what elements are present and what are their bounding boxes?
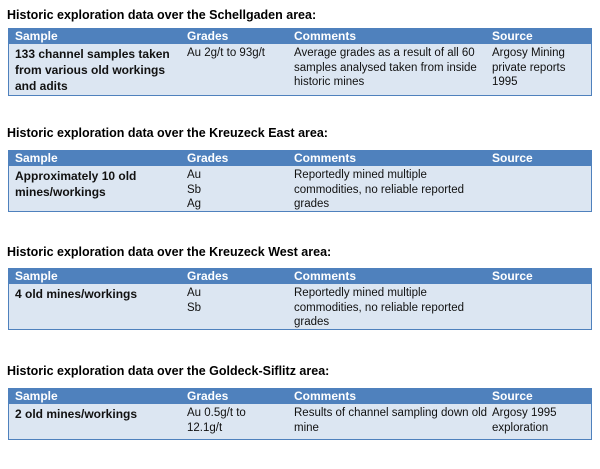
section-heading: Historic exploration data over the Kreuzeck West area: <box>7 245 332 259</box>
comments-cell: Results of channel sampling down old mine <box>294 407 488 434</box>
sample-cell: 133 channel samples taken from various old workings and adits <box>15 47 170 93</box>
source-cell <box>492 166 588 168</box>
grade-value: Au 2g/t to 93g/t <box>187 47 266 59</box>
table-header <box>9 29 591 44</box>
column-header-comments: Comments <box>294 151 357 165</box>
comments-cell: Reportedly mined multiple commodities, no reliable reported grades <box>294 287 465 328</box>
table-row <box>9 166 591 211</box>
column-header-comments: Comments <box>294 269 357 283</box>
data-table <box>8 388 592 440</box>
section-heading: Historic exploration data over the Kreuzeck East area: <box>7 126 328 140</box>
table-header <box>9 269 591 284</box>
grade-value: Sb <box>187 183 202 196</box>
column-header-sample: Sample <box>15 389 58 403</box>
column-header-comments: Comments <box>294 29 357 43</box>
table-header <box>9 151 591 166</box>
grades-cell <box>187 166 287 212</box>
column-header-source: Source <box>492 269 533 283</box>
source-cell: Argosy Mining private reports 1995 <box>492 47 566 88</box>
sample-cell: 4 old mines/workings <box>15 287 138 301</box>
column-header-source: Source <box>492 389 533 403</box>
comments-cell: Average grades as a result of all 60 samples analysed taken from inside historic mines <box>294 47 477 88</box>
column-header-sample: Sample <box>15 29 58 43</box>
column-header-grades: Grades <box>187 29 229 43</box>
section-heading: Historic exploration data over the Goldeck-Siflitz area: <box>7 364 330 378</box>
column-header-source: Source <box>492 29 533 43</box>
table-row <box>9 44 591 95</box>
grade-value: Ag <box>187 198 202 210</box>
grades-cell <box>187 404 282 435</box>
column-header-grades: Grades <box>187 151 229 165</box>
sample-cell: 2 old mines/workings <box>15 407 138 421</box>
source-cell <box>492 284 588 286</box>
grades-cell <box>187 44 287 61</box>
column-header-comments: Comments <box>294 389 357 403</box>
column-header-source: Source <box>492 151 533 165</box>
table-row <box>9 284 591 329</box>
grade-value: Au <box>187 287 202 299</box>
grades-cell <box>187 284 287 315</box>
column-header-grades: Grades <box>187 269 229 283</box>
table-row <box>9 404 591 439</box>
data-table <box>8 150 592 212</box>
data-table <box>8 28 592 96</box>
section-heading: Historic exploration data over the Schellgaden area: <box>7 8 317 22</box>
grade-value: Sb <box>187 301 202 314</box>
source-cell: Argosy 1995 exploration <box>492 407 557 434</box>
data-table <box>8 268 592 330</box>
grade-value: Au <box>187 169 202 181</box>
grade-value: Au 0.5g/t to 12.1g/t <box>187 407 246 434</box>
column-header-sample: Sample <box>15 269 58 283</box>
comments-cell: Reportedly mined multiple commodities, no reliable reported grades <box>294 169 465 210</box>
column-header-grades: Grades <box>187 389 229 403</box>
table-header <box>9 389 591 404</box>
sample-cell: Approximately 10 old mines/workings <box>15 169 137 199</box>
column-header-sample: Sample <box>15 151 58 165</box>
